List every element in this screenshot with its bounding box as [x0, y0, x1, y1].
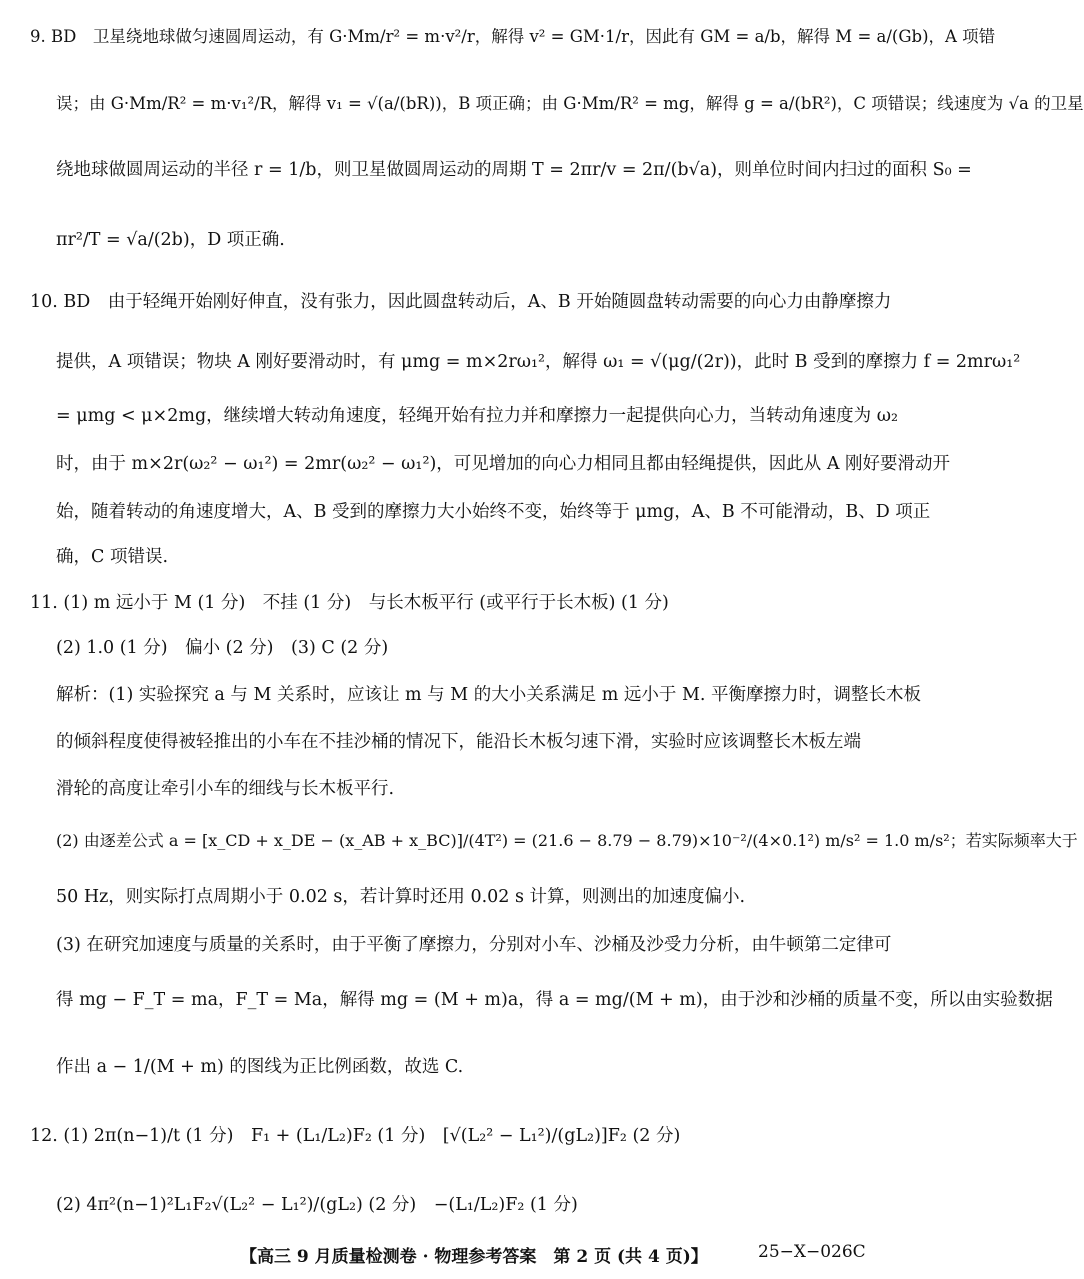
q12-line-2: (2) 4π²(n−1)²L₁F₂√(L₂² − L₁²)/(gL₂) (2 分) −(L₁/L₂)F₂ (1 分): [56, 1195, 578, 1215]
q10-line-5: 始，随着转动的角速度增大，A、B 受到的摩擦力大小始终不变，始终等于 μmg，A、B 不可能滑动，B、D 项正: [56, 502, 931, 522]
q11-analysis-1: 解析：(1) 实验探究 a 与 M 关系时，应该让 m 与 M 的大小关系满足 m 远小于 M. 平衡摩擦力时，调整长木板: [56, 685, 922, 705]
q11-line-1: 11. (1) m 远小于 M (1 分) 不挂 (1 分) 与长木板平行 (或平行于长木板) (1 分): [30, 593, 669, 613]
q9-line-3: 绕地球做圆周运动的半径 r = 1/b，则卫星做圆周运动的周期 T = 2πr/v = 2π/(b√a)，则单位时间内扫过的面积 S₀ =: [56, 160, 972, 180]
q12-line-1: 12. (1) 2π(n−1)/t (1 分) F₁ + (L₁/L₂)F₂ (1 分) [√(L₂² − L₁²)/(gL₂)]F₂ (2 分): [30, 1126, 681, 1146]
q10-line-4: 时，由于 m×2r(ω₂² − ω₁²) = 2mr(ω₂² − ω₁²)，可见增加的向心力相同且都由轻绳提供，因此从 A 刚好要滑动开: [56, 454, 951, 474]
footer-title: 【高三 9 月质量检测卷 · 物理参考答案 第 2 页 (共 4 页)】: [240, 1247, 708, 1267]
q10-line-1: 10. BD 由于轻绳开始刚好伸直，没有张力，因此圆盘转动后，A、B 开始随圆盘转动需要的向心力由静摩擦力: [30, 292, 892, 312]
q9-line-4: πr²/T = √a/(2b)，D 项正确.: [56, 230, 285, 250]
q9-line-1: 9. BD 卫星绕地球做匀速圆周运动，有 G·Mm/r² = m·v²/r，解得 v² = GM·1/r，因此有 GM = a/b，解得 M = a/(Gb)，A 项错: [30, 27, 996, 46]
q11-analysis-4: (2) 由逐差公式 a = [x_CD + x_DE − (x_AB + x_BC)]/(4T²) = (21.6 − 8.79 − 8.79)×10⁻²/(4×0.1²) m/s² = 1.0 m/s²；若实际频率大于: [56, 831, 1078, 850]
q11-line-2: (2) 1.0 (1 分) 偏小 (2 分) (3) C (2 分): [56, 638, 389, 658]
page-footer: [0, 1242, 900, 1266]
q11-analysis-8: 作出 a − 1/(M + m) 的图线为正比例函数，故选 C.: [56, 1057, 464, 1077]
footer-code: 25−X−026C: [758, 1242, 866, 1262]
q10-line-6: 确，C 项错误.: [56, 547, 169, 567]
q10-line-2: 提供，A 项错误；物块 A 刚好要滑动时，有 μmg = m×2rω₁²，解得 ω₁ = √(μg/(2r))，此时 B 受到的摩擦力 f = 2mrω₁²: [56, 352, 1021, 372]
q11-analysis-3: 滑轮的高度让牵引小车的细线与长木板平行.: [56, 779, 395, 799]
q11-analysis-7: 得 mg − F_T = ma，F_T = Ma，解得 mg = (M + m)a，得 a = mg/(M + m)，由于沙和沙桶的质量不变，所以由实验数据: [56, 990, 1053, 1010]
q11-analysis-6: (3) 在研究加速度与质量的关系时，由于平衡了摩擦力，分别对小车、沙桶及沙受力分析，由牛顿第二定律可: [56, 935, 892, 955]
q11-analysis-2: 的倾斜程度使得被轻推出的小车在不挂沙桶的情况下，能沿长木板匀速下滑，实验时应该调整长木板左端: [56, 732, 861, 752]
q9-line-2: 误；由 G·Mm/R² = m·v₁²/R，解得 v₁ = √(a/(bR))，B 项正确；由 G·Mm/R² = mg，解得 g = a/(bR²)，C 项错误；线速度为 √a 的卫星: [56, 94, 1084, 113]
q10-line-3: = μmg < μ×2mg，继续增大转动角速度，轻绳开始有拉力并和摩擦力一起提供向心力，当转动角速度为 ω₂: [56, 406, 898, 426]
q11-analysis-5: 50 Hz，则实际打点周期小于 0.02 s，若计算时还用 0.02 s 计算，则测出的加速度偏小.: [56, 887, 746, 907]
